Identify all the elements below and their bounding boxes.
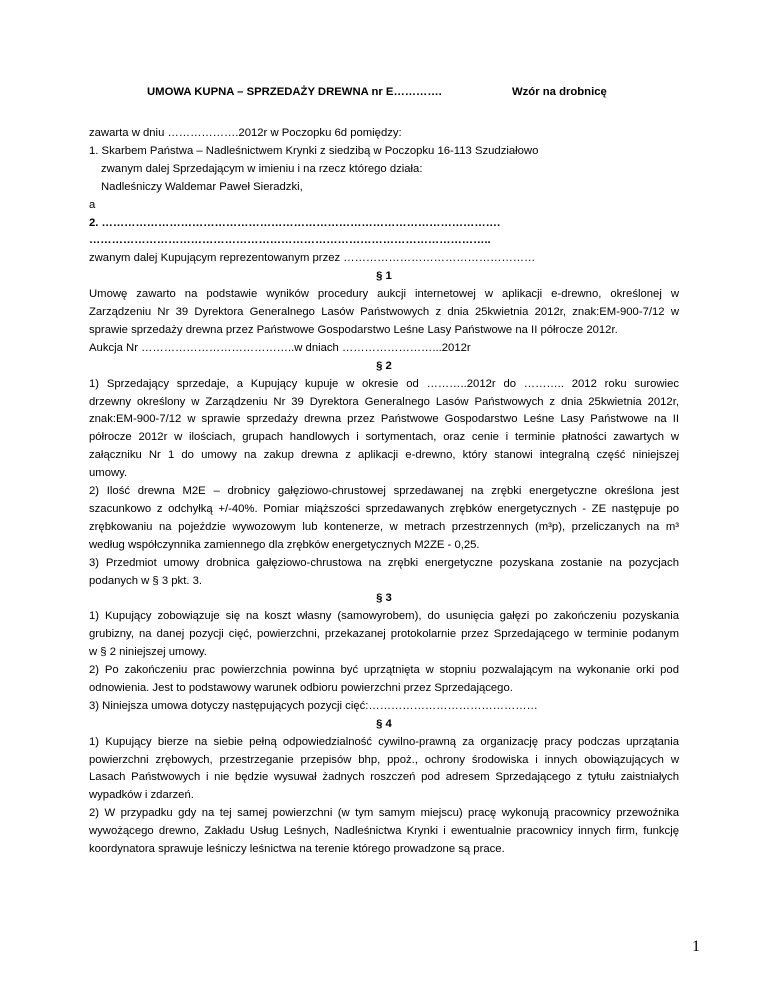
section-4-line: wywożącego drewno, Zakładu Usług Leśnych, Nadleśnictwa Krynki i ewentualnie pracownicy innych firm, funkcję — [89, 825, 679, 838]
section-4-line: Lasach Państwowych i nie będzie wysuwał żadnych roszczeń pod adresem Sprzedającego z tytułu zaistniałych — [89, 771, 679, 784]
section-2-line: 2) Ilość drewna M2E – drobnicy gałęziowo-chrustowej sprzedawanej na zrębki energetyczne określona jest — [89, 485, 679, 497]
template-note: Wzór na drobnicę — [512, 86, 607, 98]
section-3-line: 1) Kupujący zobowiązuje się na koszt własny (samowyrobem), do usunięcia gałęzi po zakończeniu pozyskania — [89, 610, 679, 623]
intro-date-line: zawarta w dniu ……………….2012r w Poczopku 6d pomiędzy: — [89, 127, 402, 139]
intro-seller-line: 1. Skarbem Państwa – Nadleśnictwem Krynki z siedzibą w Poczopku 16-113 Szudziałowo — [89, 144, 539, 157]
intro-seller-role: zwanym dalej Sprzedającym w imieniu i na rzecz którego działa: — [101, 162, 423, 175]
section-2-line: półrocze 2012r w ilościach, grupach handlowych i sortymentach, oraz cenie i terminie płatności zawartych w — [89, 431, 679, 444]
intro-seller-rep: Nadleśniczy Waldemar Paweł Sieradzki, — [101, 180, 303, 193]
intro-buyer-rep: zwanym dalej Kupującym reprezentowanym przez …………………………………………… — [89, 252, 536, 265]
section-3-line: w § 2 niniejszej umowy. — [89, 646, 207, 659]
section-2-heading: § 2 — [376, 359, 392, 372]
section-3-line: grubizny, na danej pozycji cięć, powierzchni, przekazanej protokolarnie przez Sprzedającego w terminie podanym — [89, 628, 679, 641]
intro-and: a — [89, 198, 96, 211]
section-2-line: podanych w § 3 pkt. 3. — [89, 574, 203, 587]
section-2-line: według współczynnika zamiennego dla zrębków energetycznych M2ZE - 0,25. — [89, 538, 480, 551]
section-4-heading: § 4 — [376, 717, 392, 730]
section-2-line: znak:EM-900-7/12 w sprawie sprzedaży drewna przez Państwowe Gospodarstwo Leśne Lasy Państwowe na II — [89, 413, 679, 426]
section-4-line: 1) Kupujący bierze na siebie pełną odpowiedzialność cywilno-prawną za organizację pracy podczas uprzątania — [89, 735, 679, 748]
section-2-line: 1) Sprzedający sprzedaje, a Kupujący kupuje w okresie od ………..2012r do ……….. 2012 roku surowiec — [89, 377, 679, 390]
section-3-line: 2) Po zakończeniu prac powierzchnia powinna być uprzątnięta w stopniu pozwalającym na wykonanie orki pod — [89, 664, 679, 676]
section-4-line: powierzchni zrębowych, przestrzeganie przepisów bhp, ppoż., ochrony środowiska i innych obowiązujących w — [89, 753, 679, 766]
auction-line: Aukcja Nr …………………………………..w dniach ……………………...2012r — [89, 341, 471, 354]
intro-buyer-line: 2. ……………………………………………………………………………………………. — [89, 216, 501, 229]
section-2-line: załączniku Nr 1 do umowy na zakup drewna z aplikacji e-drewno, który stanowi integralną część niniejszej — [89, 449, 679, 462]
section-2-line: szacunkowo z odchyłką +/-40%. Pomiar miąższości sprzedawanych zrębków energetycznych - ZE następuje po — [89, 502, 679, 515]
intro-buyer-line-2: …………………………………………………………………………………………….. — [89, 234, 491, 247]
section-1-heading: § 1 — [376, 270, 392, 283]
section-3-line: 3) Niniejsza umowa dotyczy następujących pozycji cięć:……………………………………… — [89, 699, 538, 712]
section-1-line: Umowę zawarto na podstawie wyników procedury aukcji internetowej w aplikacji e-drewno, określonej w — [89, 288, 679, 301]
section-2-line: 3) Przedmiot umowy drobnica gałęziowo-chrustowa na zrębki energetyczne pozyskana zostanie na pozycjach — [89, 556, 679, 569]
section-4-line: 2) W przypadku gdy na tej samej powierzchni (w tym samym miejscu) pracę wykonują pracownicy przewoźnika — [89, 807, 679, 820]
page-number: 1 — [692, 938, 700, 955]
section-3-line: odnowienia. Jest to podstawowy warunek odbioru powierzchni przez Sprzedającego. — [89, 681, 513, 694]
section-2-line: zrębkowaniu na pojeździe wywozowym lub kontenerze, w metrach przestrzennych (m³p), przeliczanych na m³ — [89, 520, 679, 533]
section-4-line: koordynatora sprawuje leśniczy leśnictwa na terenie którego prowadzone są prace. — [89, 843, 505, 855]
section-1-line: sprawie sprzedaży drewna przez Państwowe Gospodarstwo Leśne Lasy Państwowe na II półrocze 2012r. — [89, 323, 618, 336]
contract-title: UMOWA KUPNA – SPRZEDAŻY DREWNA nr E…………. — [147, 86, 442, 98]
section-2-line: umowy. — [89, 467, 128, 480]
section-1-line: Zarządzeniu Nr 39 Dyrektora Generalnego Lasów Państwowych z dnia 25kwietnia 2012r, znak:EM-900-7/12 w — [89, 306, 679, 318]
section-2-line: drzewny określony w Zarządzeniu Nr 39 Dyrektora Generalnego Lasów Państwowych z dnia 25kwietnia 2012r, — [89, 395, 679, 408]
section-3-heading: § 3 — [376, 592, 392, 605]
section-4-line: wypadków i zdarzeń. — [89, 789, 194, 802]
